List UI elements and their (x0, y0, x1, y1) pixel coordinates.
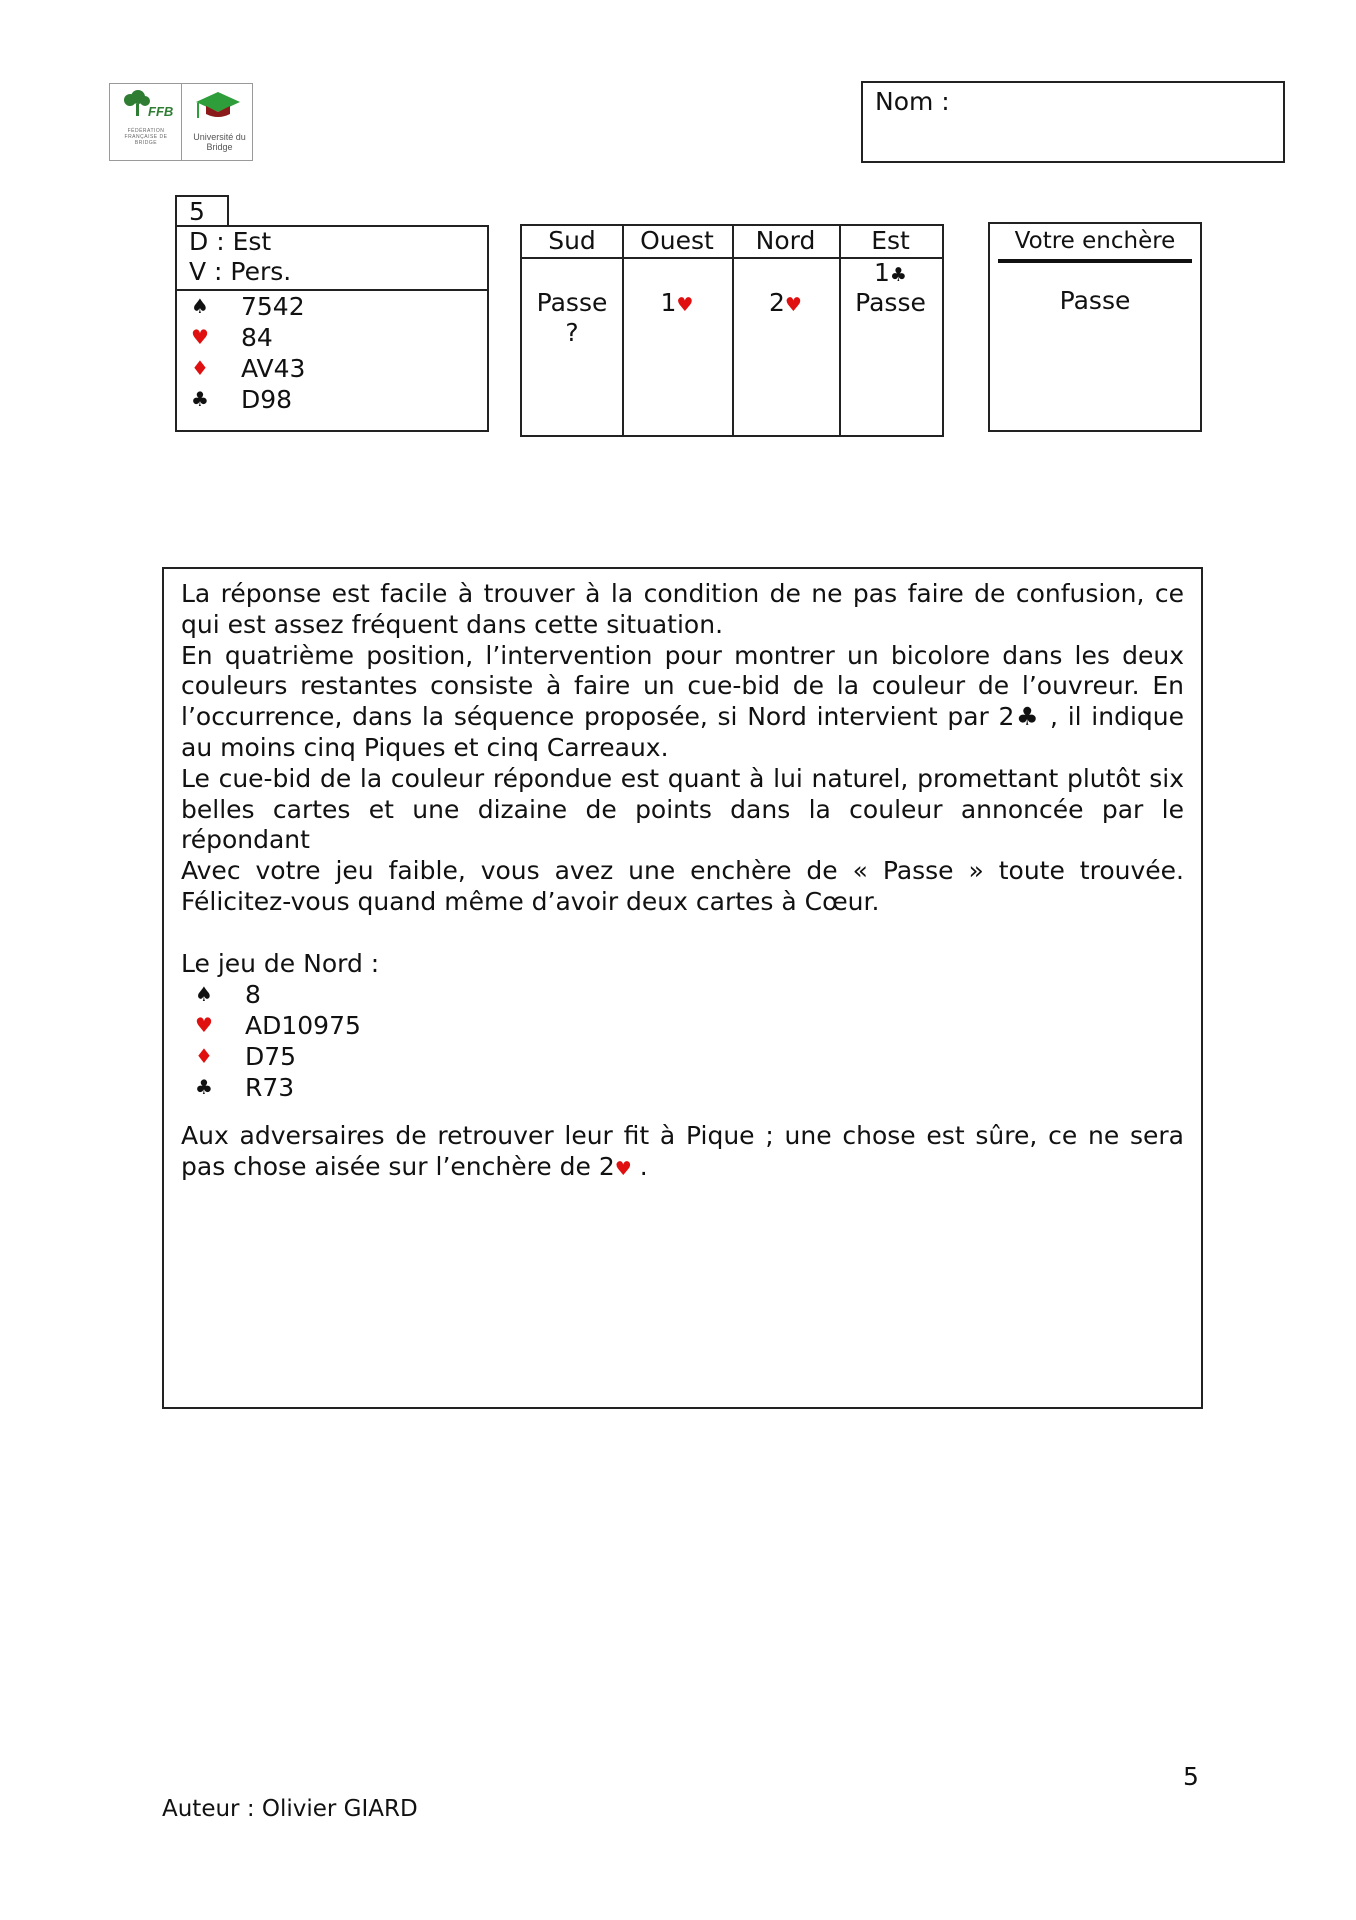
north-diamond-cards: D75 (245, 1042, 297, 1072)
page-number: 5 (1183, 1762, 1199, 1791)
votre-enchere-answer: Passe (1059, 286, 1131, 315)
bidding-table (520, 224, 944, 437)
spade-icon: ♠ (195, 982, 213, 1007)
deal-box (175, 225, 489, 432)
club-cards: D98 (241, 385, 293, 414)
universite-emblem (181, 84, 253, 160)
north-spade-cards: 8 (245, 980, 261, 1010)
title-rule (998, 259, 1192, 263)
explanation-line: La réponse est facile à trouver à la condition de ne pas faire de confusion, ce (181, 579, 1184, 608)
bid-est-2: Passe (855, 288, 926, 317)
ffb-logo (109, 83, 253, 161)
club-icon: ♣ (195, 1075, 213, 1100)
explanation-line: au moins cinq Piques et cinq Carreaux. (181, 732, 669, 762)
nom-field[interactable] (861, 81, 1285, 163)
diamond-icon: ♦ (195, 1044, 213, 1069)
header-est: Est (871, 226, 910, 255)
club-icon: ♣ (889, 264, 907, 286)
bid-est-1: 1♣ (874, 258, 907, 287)
closing-line-2: pas chose aisée sur l’enchère de 2♥ . (181, 1152, 648, 1182)
explanation-line: En quatrième position, l’intervention pour montrer un bicolore dans les deux (181, 640, 1184, 670)
spade-icon: ♠ (191, 294, 209, 318)
explanation-line: Félicitez-vous quand même d’avoir deux cartes à Cœur. (181, 886, 880, 916)
votre-enchere-box (988, 222, 1202, 432)
explanation-line: Avec votre jeu faible, vous avez une enchère de « Passe » toute trouvée. (181, 856, 1184, 886)
north-heart-cards: AD10975 (245, 1011, 361, 1041)
heart-icon: ♥ (614, 1158, 632, 1181)
header-ouest: Ouest (640, 226, 714, 255)
bid-sud-2: ? (565, 318, 579, 347)
explanation-box (162, 567, 1203, 1409)
heart-cards: 84 (241, 323, 273, 352)
explanation-line: belles cartes et une dizaine de points dans la couleur annoncée par le répondant (181, 794, 1184, 855)
deal-divider (177, 289, 487, 291)
spade-cards: 7542 (241, 292, 305, 321)
bid-sud-1: Passe (536, 288, 608, 317)
heart-icon: ♥ (195, 1013, 213, 1038)
explanation-line: couleurs restantes consiste à faire un cue-bid de la couleur de l’ouvreur. En (181, 671, 1184, 701)
dealer: D : Est (189, 227, 272, 256)
votre-enchere-title: Votre enchère (1014, 228, 1176, 254)
header-nord: Nord (755, 226, 816, 255)
north-hand-title: Le jeu de Nord : (181, 948, 380, 978)
heart-icon: ♥ (191, 325, 209, 349)
diamond-cards: AV43 (241, 354, 306, 383)
diamond-icon: ♦ (191, 356, 209, 380)
ffb-emblem (110, 84, 181, 160)
nom-label: Nom : (875, 87, 950, 116)
ffb-subtitle: FÉDÉRATION FRANÇAISE DE BRIDGE (124, 128, 168, 146)
vulnerability: V : Pers. (189, 257, 292, 286)
club-icon: ♣ (191, 387, 209, 411)
bid-nord-1: 2♥ (769, 288, 802, 317)
north-club-cards: R73 (245, 1073, 295, 1103)
heart-icon: ♥ (676, 294, 694, 316)
closing-line-1: Aux adversaires de retrouver leur fit à Pique ; une chose est sûre, ce ne sera (181, 1121, 1184, 1151)
universite-text: Université du Bridge (193, 132, 246, 152)
explanation-line: qui est assez fréquent dans cette situation. (181, 609, 724, 639)
board-number: 5 (175, 195, 229, 227)
heart-icon: ♥ (784, 294, 802, 316)
explanation-line: Le cue-bid de la couleur répondue est quant à lui naturel, promettant plutôt six (181, 763, 1184, 793)
graduation-cap-icon (182, 88, 254, 132)
author: Auteur : Olivier GIARD (162, 1796, 418, 1822)
bid-ouest-1: 1♥ (660, 288, 694, 317)
ffb-wordmark: FFB (148, 104, 174, 119)
explanation-line: l’occurrence, dans la séquence proposée, si Nord intervient par 2♣ , il indique (181, 702, 1184, 732)
north-hand (181, 979, 1184, 1103)
header-sud: Sud (548, 226, 596, 255)
